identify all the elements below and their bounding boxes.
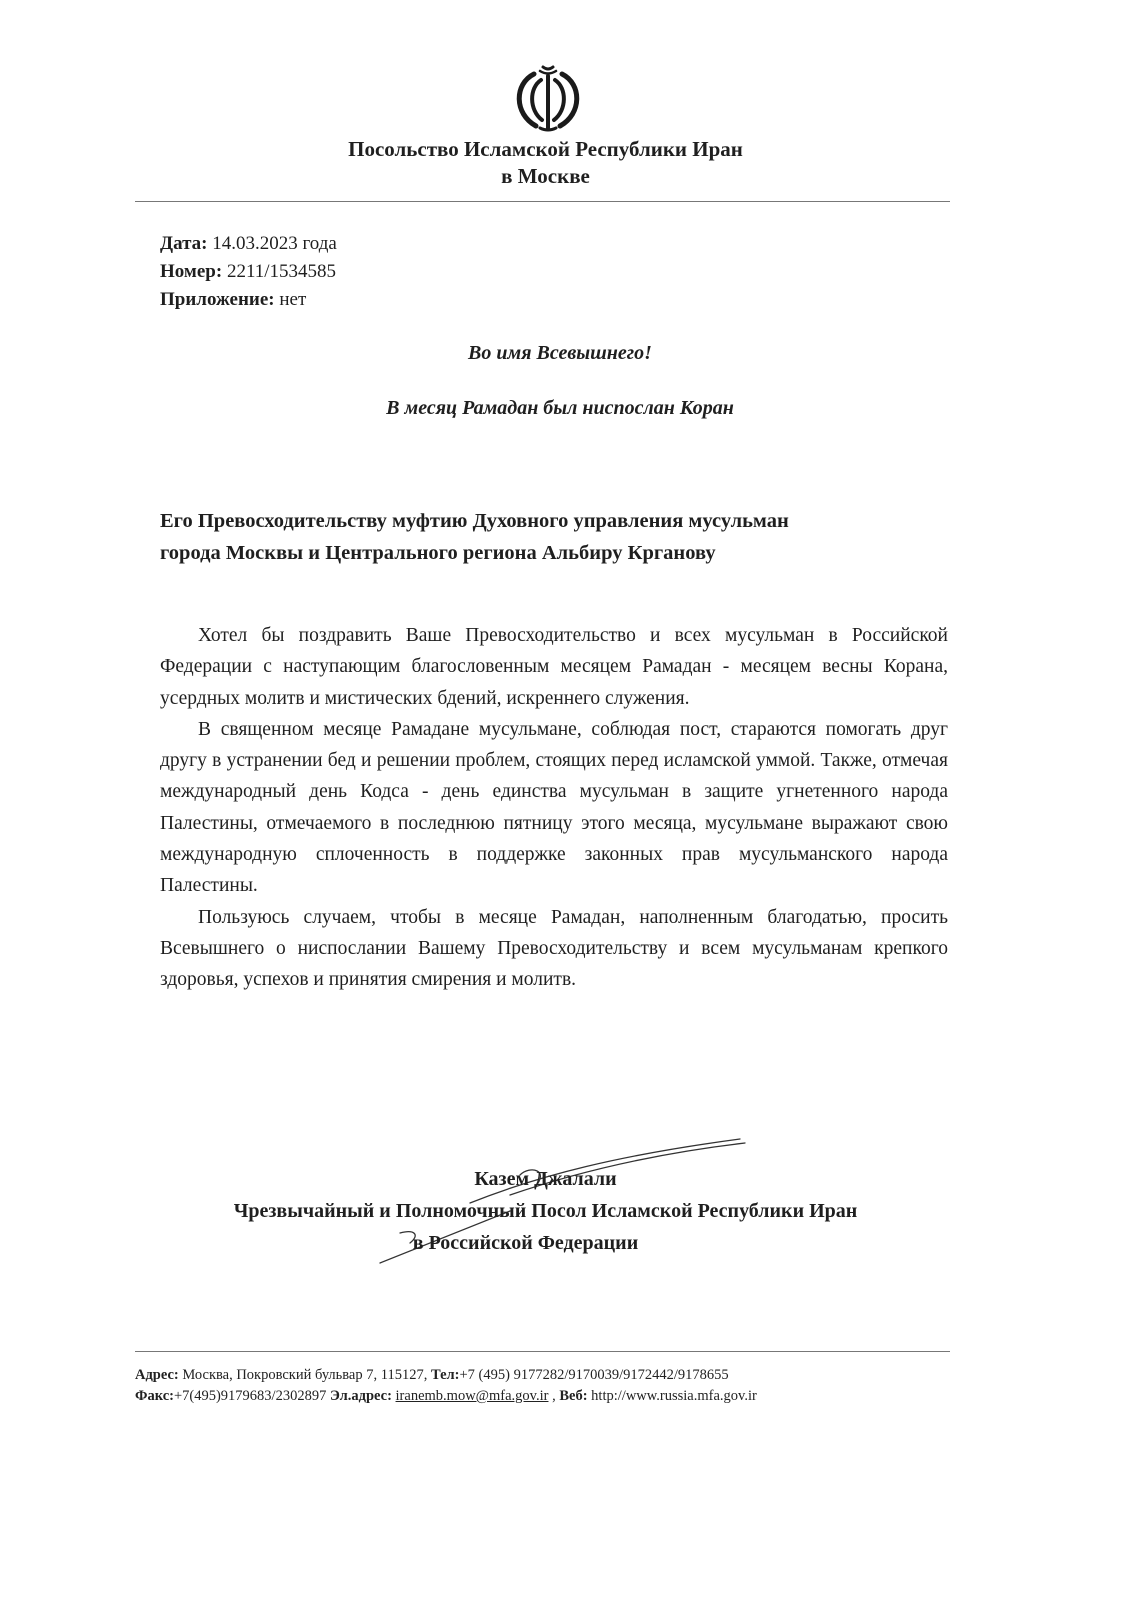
number-label: Номер: bbox=[160, 261, 223, 282]
invocation: Во имя Всевышнего! bbox=[468, 342, 652, 364]
phone-value: +7 (495) 9177282/9170039/9172442/9178655 bbox=[459, 1367, 729, 1383]
signatory-title-line-1: Чрезвычайный и Полномочный Посол Исламской Республики Иран bbox=[233, 1200, 858, 1222]
body-paragraph-2: В священном месяце Рамадане мусульмане, соблюдая пост, стараются помогать друг другу в устранении бед и решении проблем, стоящих перед исламской уммой. Также, отмечая международный день Кодса - день единства мусульман в защите угнетенного народа Палестины, отмечаемого в последнюю пятницу этого месяца, мусульмане выражают свою международную сплоченность в поддержке законных прав мусульманского народа Палестины. bbox=[160, 718, 948, 897]
signatory-title-line-2: в Российской Федерации bbox=[412, 1232, 639, 1254]
date-label: Дата: bbox=[160, 233, 208, 254]
emblem-of-iran-icon bbox=[510, 62, 586, 134]
footer-line-1 bbox=[135, 1365, 757, 1386]
web-label: Веб: bbox=[559, 1388, 588, 1404]
addressee-line-1: Его Превосходительству муфтию Духовного управления мусульман bbox=[160, 510, 789, 532]
body-paragraph-1: Хотел бы поздравить Ваше Превосходительство и всех мусульман в Российской Федерации с наступающим благословенным месяцем Рамадан - месяцем весны Корана, усердных молитв и мистических бдений, искреннего служения. bbox=[160, 625, 948, 709]
date-value: 14.03.2023 года bbox=[212, 233, 337, 254]
quran-quote: В месяц Рамадан был ниспослан Коран bbox=[386, 397, 734, 419]
letter-body bbox=[160, 620, 948, 996]
signatory-name: Казем Джалали bbox=[474, 1168, 617, 1190]
fax-label: Факс: bbox=[135, 1388, 174, 1404]
addressee-line-2: города Москвы и Центрального региона Альбиру Крганову bbox=[160, 542, 716, 564]
email-label: Эл.адрес: bbox=[329, 1388, 392, 1404]
letter-meta bbox=[160, 230, 337, 314]
footer-line-2: Факс:+7(495)9179683/2302897 Эл.адрес: iranemb.mow@mfa.gov.ir , Веб: http://www.russia.mfa.gov.ir bbox=[135, 1388, 757, 1404]
footer-contacts bbox=[135, 1365, 757, 1407]
phone-label: Тел: bbox=[430, 1367, 460, 1383]
embassy-city: в Москве bbox=[501, 164, 590, 188]
address-label: Адрес: bbox=[135, 1367, 179, 1383]
header-divider bbox=[135, 201, 950, 202]
web-value[interactable]: http://www.russia.mfa.gov.ir bbox=[591, 1388, 757, 1404]
number-row bbox=[160, 258, 337, 286]
attachment-row bbox=[160, 286, 337, 314]
number-value: 2211/1534585 bbox=[226, 261, 337, 282]
fax-value: +7(495)9179683/2302897 bbox=[173, 1388, 327, 1404]
date-row bbox=[160, 230, 337, 258]
attachment-value: нет bbox=[279, 289, 307, 310]
addressee bbox=[160, 505, 960, 569]
footer-divider bbox=[135, 1351, 950, 1352]
address-value: Москва, Покровский бульвар 7, 115127, bbox=[182, 1367, 428, 1383]
body-paragraph-3: Пользуюсь случаем, чтобы в месяце Рамадан, наполненным благодатью, просить Всевышнего о ниспослании Вашему Превосходительству и всем мусульманам крепкого здоровья, успехов и принятия смирения и молитв. bbox=[160, 906, 948, 991]
embassy-name: Посольство Исламской Республики Иран bbox=[348, 137, 743, 161]
email-link[interactable]: iranemb.mow@mfa.gov.ir bbox=[395, 1388, 549, 1404]
attachment-label: Приложение: bbox=[160, 289, 275, 310]
